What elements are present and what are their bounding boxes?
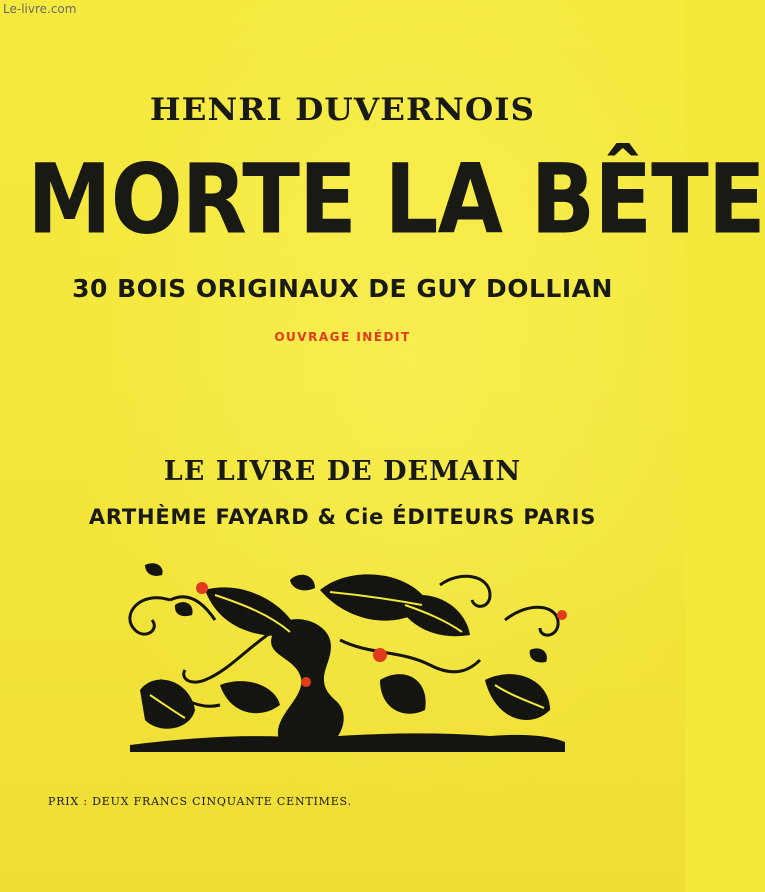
illustration-credit: 30 BOIS ORIGINAUX DE GUY DOLLIAN xyxy=(72,274,613,303)
book-title: MORTE LA BÊTE xyxy=(27,143,765,256)
author-name: HENRI DUVERNOIS xyxy=(149,92,536,128)
publisher-line: ARTHÈME FAYARD & Cie ÉDITEURS PARIS xyxy=(88,505,597,529)
leaf xyxy=(140,680,195,729)
leaf xyxy=(380,674,426,714)
leaf xyxy=(290,575,315,591)
leaf xyxy=(220,681,280,713)
series-name: LE LIVRE DE DEMAIN xyxy=(163,456,522,487)
red-berry xyxy=(373,648,387,662)
leaf xyxy=(530,648,547,662)
edition-note: OUVRAGE INÉDIT xyxy=(274,330,411,344)
woodcut-vine-illustration xyxy=(110,560,580,760)
leaf xyxy=(145,563,163,576)
watermark-text: Le-livre.com xyxy=(3,2,77,16)
red-berry xyxy=(301,677,311,687)
red-berry xyxy=(196,582,208,594)
red-berry xyxy=(557,610,567,620)
ground-strip xyxy=(130,733,565,752)
price-line: PRIX : DEUX FRANCS CINQUANTE CENTIMES. xyxy=(48,795,352,808)
leaf xyxy=(175,602,193,616)
